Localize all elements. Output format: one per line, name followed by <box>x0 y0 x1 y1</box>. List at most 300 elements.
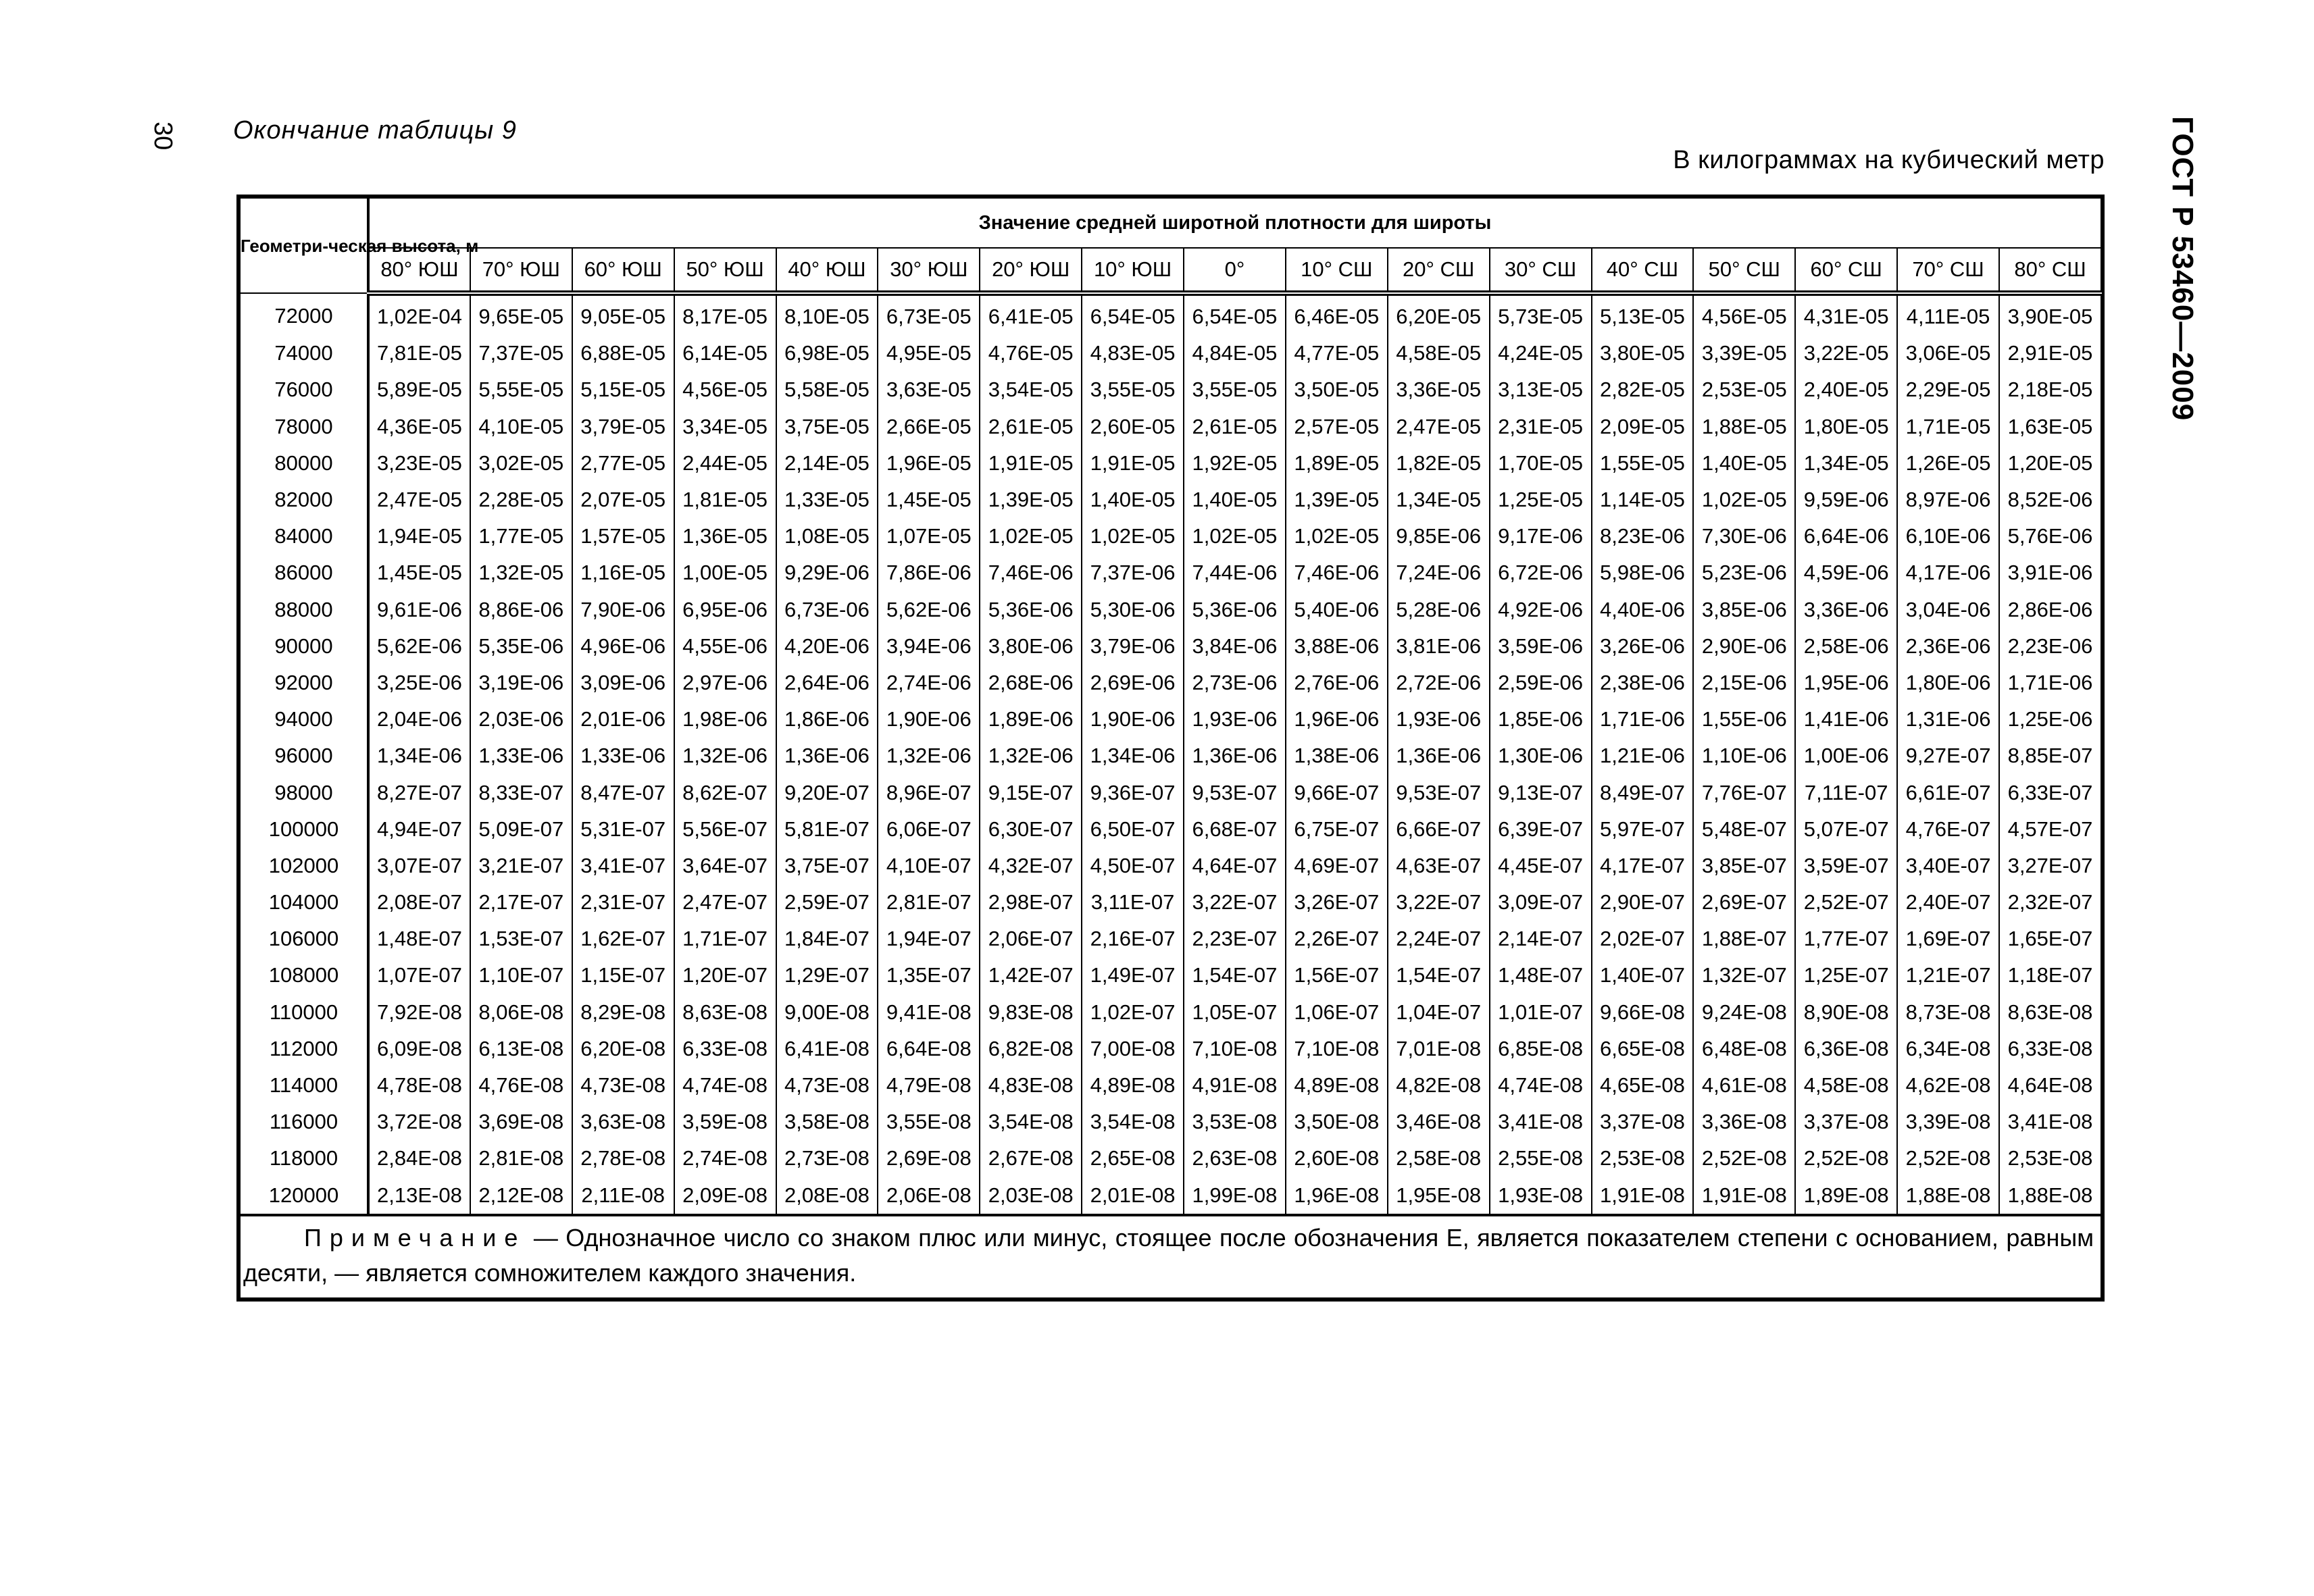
density-cell: 2,31E-07 <box>572 884 674 921</box>
height-cell: 116000 <box>240 1104 368 1140</box>
standard-designation: ГОСТ Р 53460—2009 <box>2166 116 2199 421</box>
density-cell: 2,44E-05 <box>674 445 776 482</box>
density-cell: 6,36E-08 <box>1795 1031 1897 1067</box>
density-cell: 3,75E-07 <box>776 848 878 884</box>
density-cell: 3,22E-05 <box>1795 335 1897 371</box>
density-cell: 4,91E-08 <box>1184 1067 1286 1104</box>
density-cell: 5,31E-07 <box>572 811 674 848</box>
density-cell: 2,01E-06 <box>572 701 674 738</box>
density-cell: 3,55E-05 <box>1082 371 1184 408</box>
density-cell: 1,34E-05 <box>1795 445 1897 482</box>
density-cell: 1,18E-07 <box>1999 957 2101 994</box>
density-cell: 5,81E-07 <box>776 811 878 848</box>
density-cell: 3,55E-05 <box>1184 371 1286 408</box>
density-cell: 1,48E-07 <box>368 921 470 957</box>
height-cell: 90000 <box>240 628 368 665</box>
density-cell: 6,09E-08 <box>368 1031 470 1067</box>
table-row <box>240 1031 2101 1067</box>
density-cell: 1,36E-06 <box>1184 738 1286 774</box>
density-cell: 3,46E-08 <box>1388 1104 1490 1140</box>
density-cell: 1,84E-07 <box>776 921 878 957</box>
density-cell: 2,06E-08 <box>878 1177 980 1215</box>
density-cell: 1,96E-05 <box>878 445 980 482</box>
density-cell: 1,94E-07 <box>878 921 980 957</box>
density-cell: 4,74E-08 <box>674 1067 776 1104</box>
density-cell: 4,64E-07 <box>1184 848 1286 884</box>
density-cell: 5,30E-06 <box>1082 592 1184 628</box>
density-cell: 1,33E-06 <box>470 738 572 774</box>
density-cell: 2,03E-08 <box>980 1177 1082 1215</box>
density-cell: 3,79E-05 <box>572 409 674 445</box>
density-cell: 1,40E-05 <box>1082 482 1184 518</box>
density-cell: 7,37E-06 <box>1082 555 1184 591</box>
density-cell: 5,35E-06 <box>470 628 572 665</box>
density-cell: 1,26E-05 <box>1897 445 1999 482</box>
density-cell: 3,94E-06 <box>878 628 980 665</box>
density-cell: 2,06E-07 <box>980 921 1082 957</box>
density-cell: 1,08E-05 <box>776 518 878 555</box>
latitude-header: 70° СШ <box>1897 248 1999 293</box>
density-cell: 1,95E-06 <box>1795 665 1897 701</box>
density-cell: 1,89E-08 <box>1795 1177 1897 1215</box>
density-cell: 1,70E-05 <box>1490 445 1592 482</box>
density-cell: 1,88E-08 <box>1999 1177 2101 1215</box>
height-cell: 110000 <box>240 994 368 1031</box>
density-cell: 1,40E-07 <box>1592 957 1694 994</box>
density-cell: 4,84E-05 <box>1184 335 1286 371</box>
density-cell: 4,65E-08 <box>1592 1067 1694 1104</box>
height-column-header: Геометри-ческая высота, м <box>240 198 368 293</box>
table-row <box>240 335 2101 371</box>
density-cell: 3,88E-06 <box>1286 628 1388 665</box>
page-number: 30 <box>149 122 177 151</box>
density-cell: 4,73E-08 <box>572 1067 674 1104</box>
density-cell: 1,34E-06 <box>368 738 470 774</box>
density-cell: 8,97E-06 <box>1897 482 1999 518</box>
density-cell: 3,13E-05 <box>1490 371 1592 408</box>
density-cell: 1,16E-05 <box>572 555 674 591</box>
density-cell: 9,05E-05 <box>572 293 674 335</box>
density-cell: 1,69E-07 <box>1897 921 1999 957</box>
density-cell: 2,91E-05 <box>1999 335 2101 371</box>
density-cell: 1,62E-07 <box>572 921 674 957</box>
density-cell: 2,15E-06 <box>1693 665 1795 701</box>
height-cell: 74000 <box>240 335 368 371</box>
latitude-header: 80° СШ <box>1999 248 2101 293</box>
density-cell: 9,65E-05 <box>470 293 572 335</box>
density-cell: 6,46E-05 <box>1286 293 1388 335</box>
table-row <box>240 774 2101 810</box>
density-cell: 6,68E-07 <box>1184 811 1286 848</box>
density-cell: 1,10E-06 <box>1693 738 1795 774</box>
height-cell: 84000 <box>240 518 368 555</box>
density-cell: 5,23E-06 <box>1693 555 1795 591</box>
density-cell: 2,69E-07 <box>1693 884 1795 921</box>
density-cell: 1,63E-05 <box>1999 409 2101 445</box>
density-cell: 4,89E-08 <box>1286 1067 1388 1104</box>
density-cell: 4,94E-07 <box>368 811 470 848</box>
density-cell: 1,32E-06 <box>878 738 980 774</box>
density-cell: 4,10E-05 <box>470 409 572 445</box>
density-cell: 4,31E-05 <box>1795 293 1897 335</box>
density-cell: 8,27E-07 <box>368 774 470 810</box>
density-cell: 5,07E-07 <box>1795 811 1897 848</box>
density-cell: 3,07E-07 <box>368 848 470 884</box>
density-cell: 2,74E-08 <box>674 1140 776 1177</box>
density-cell: 2,65E-08 <box>1082 1140 1184 1177</box>
density-cell: 8,85E-07 <box>1999 738 2101 774</box>
density-cell: 2,01E-08 <box>1082 1177 1184 1215</box>
density-cell: 3,50E-05 <box>1286 371 1388 408</box>
density-cell: 9,24E-08 <box>1693 994 1795 1031</box>
density-cell: 3,40E-07 <box>1897 848 1999 884</box>
height-cell: 72000 <box>240 293 368 335</box>
density-cell: 4,55E-06 <box>674 628 776 665</box>
density-cell: 1,93E-08 <box>1490 1177 1592 1215</box>
density-cell: 2,09E-05 <box>1592 409 1694 445</box>
table-row <box>240 994 2101 1031</box>
density-cell: 2,73E-06 <box>1184 665 1286 701</box>
latitude-header-row <box>240 248 2101 293</box>
density-cell: 1,95E-08 <box>1388 1177 1490 1215</box>
density-cell: 4,10E-07 <box>878 848 980 884</box>
density-cell: 2,14E-05 <box>776 445 878 482</box>
density-cell: 9,41E-08 <box>878 994 980 1031</box>
density-cell: 3,84E-06 <box>1184 628 1286 665</box>
density-cell: 2,63E-08 <box>1184 1140 1286 1177</box>
density-cell: 4,17E-07 <box>1592 848 1694 884</box>
density-cell: 1,06E-07 <box>1286 994 1388 1031</box>
density-cell: 4,57E-07 <box>1999 811 2101 848</box>
density-cell: 7,30E-06 <box>1693 518 1795 555</box>
density-cell: 1,02E-05 <box>1082 518 1184 555</box>
density-cell: 3,09E-07 <box>1490 884 1592 921</box>
density-cell: 1,36E-06 <box>1388 738 1490 774</box>
density-cell: 1,01E-07 <box>1490 994 1592 1031</box>
density-cell: 2,23E-07 <box>1184 921 1286 957</box>
table-row <box>240 371 2101 408</box>
density-cell: 5,98E-06 <box>1592 555 1694 591</box>
density-cell: 2,17E-07 <box>470 884 572 921</box>
table-row <box>240 293 2101 335</box>
density-cell: 4,61E-08 <box>1693 1067 1795 1104</box>
density-cell: 2,59E-06 <box>1490 665 1592 701</box>
height-cell: 100000 <box>240 811 368 848</box>
density-cell: 1,91E-08 <box>1592 1177 1694 1215</box>
density-cell: 3,59E-06 <box>1490 628 1592 665</box>
density-cell: 1,30E-06 <box>1490 738 1592 774</box>
density-cell: 1,40E-05 <box>1693 445 1795 482</box>
density-cell: 3,25E-06 <box>368 665 470 701</box>
density-cell: 2,18E-05 <box>1999 371 2101 408</box>
density-cell: 2,98E-07 <box>980 884 1082 921</box>
density-cell: 2,28E-05 <box>470 482 572 518</box>
density-cell: 7,92E-08 <box>368 994 470 1031</box>
table-row <box>240 518 2101 555</box>
density-cell: 9,53E-07 <box>1184 774 1286 810</box>
density-cell: 5,62E-06 <box>878 592 980 628</box>
density-cell: 2,36E-06 <box>1897 628 1999 665</box>
density-cell: 8,47E-07 <box>572 774 674 810</box>
density-cell: 2,74E-06 <box>878 665 980 701</box>
height-cell: 76000 <box>240 371 368 408</box>
density-cell: 7,86E-06 <box>878 555 980 591</box>
density-cell: 4,36E-05 <box>368 409 470 445</box>
density-cell: 5,13E-05 <box>1592 293 1694 335</box>
table-row <box>240 701 2101 738</box>
density-cell: 2,47E-05 <box>368 482 470 518</box>
density-cell: 6,10E-06 <box>1897 518 1999 555</box>
density-cell: 1,42E-07 <box>980 957 1082 994</box>
density-cell: 6,65E-08 <box>1592 1031 1694 1067</box>
density-cell: 3,91E-06 <box>1999 555 2101 591</box>
density-cell: 8,63E-08 <box>674 994 776 1031</box>
density-cell: 1,54E-07 <box>1184 957 1286 994</box>
density-cell: 1,88E-07 <box>1693 921 1795 957</box>
height-cell: 102000 <box>240 848 368 884</box>
latitude-header: 0° <box>1184 248 1286 293</box>
density-cell: 3,69E-08 <box>470 1104 572 1140</box>
density-cell: 5,76E-06 <box>1999 518 2101 555</box>
density-cell: 8,86E-06 <box>470 592 572 628</box>
density-cell: 6,75E-07 <box>1286 811 1388 848</box>
density-cell: 3,27E-07 <box>1999 848 2101 884</box>
density-cell: 2,02E-07 <box>1592 921 1694 957</box>
density-cell: 7,81E-05 <box>368 335 470 371</box>
density-cell: 4,62E-08 <box>1897 1067 1999 1104</box>
density-cell: 1,39E-05 <box>1286 482 1388 518</box>
table-row <box>240 957 2101 994</box>
density-cell: 1,96E-08 <box>1286 1177 1388 1215</box>
density-cell: 1,45E-05 <box>368 555 470 591</box>
density-cell: 4,76E-05 <box>980 335 1082 371</box>
density-cell: 6,54E-05 <box>1082 293 1184 335</box>
density-cell: 5,73E-05 <box>1490 293 1592 335</box>
density-cell: 1,55E-05 <box>1592 445 1694 482</box>
density-cell: 1,86E-06 <box>776 701 878 738</box>
density-cell: 4,83E-05 <box>1082 335 1184 371</box>
density-cell: 4,32E-07 <box>980 848 1082 884</box>
density-cell: 1,88E-08 <box>1897 1177 1999 1215</box>
density-cell: 1,00E-05 <box>674 555 776 591</box>
density-cell: 4,20E-06 <box>776 628 878 665</box>
density-cell: 3,75E-05 <box>776 409 878 445</box>
density-cell: 3,41E-07 <box>572 848 674 884</box>
density-cell: 9,13E-07 <box>1490 774 1592 810</box>
height-cell: 108000 <box>240 957 368 994</box>
table-row <box>240 628 2101 665</box>
density-cell: 6,13E-08 <box>470 1031 572 1067</box>
density-cell: 1,20E-05 <box>1999 445 2101 482</box>
density-cell: 4,69E-07 <box>1286 848 1388 884</box>
density-cell: 2,73E-08 <box>776 1140 878 1177</box>
density-cell: 2,47E-05 <box>1388 409 1490 445</box>
density-cell: 5,56E-07 <box>674 811 776 848</box>
density-cell: 4,40E-06 <box>1592 592 1694 628</box>
density-cell: 2,60E-08 <box>1286 1140 1388 1177</box>
density-cell: 3,85E-07 <box>1693 848 1795 884</box>
latitude-header: 20° СШ <box>1388 248 1490 293</box>
density-cell: 1,92E-05 <box>1184 445 1286 482</box>
density-cell: 1,99E-08 <box>1184 1177 1286 1215</box>
table-row <box>240 1177 2101 1215</box>
latitude-header: 50° ЮШ <box>674 248 776 293</box>
density-cell: 9,83E-08 <box>980 994 1082 1031</box>
density-cell: 3,39E-08 <box>1897 1104 1999 1140</box>
density-cell: 7,10E-08 <box>1184 1031 1286 1067</box>
density-cell: 2,07E-05 <box>572 482 674 518</box>
density-cell: 2,76E-06 <box>1286 665 1388 701</box>
density-cell: 1,10E-07 <box>470 957 572 994</box>
density-cell: 3,36E-08 <box>1693 1104 1795 1140</box>
units-label: В килограммах на кубический метр <box>1673 146 2105 174</box>
density-cell: 5,36E-06 <box>1184 592 1286 628</box>
latitude-header: 70° ЮШ <box>470 248 572 293</box>
density-cell: 1,77E-05 <box>470 518 572 555</box>
density-cell: 2,55E-08 <box>1490 1140 1592 1177</box>
density-cell: 6,41E-05 <box>980 293 1082 335</box>
density-cell: 2,97E-06 <box>674 665 776 701</box>
density-cell: 1,41E-06 <box>1795 701 1897 738</box>
density-cell: 1,91E-05 <box>980 445 1082 482</box>
density-cell: 3,36E-05 <box>1388 371 1490 408</box>
table-row <box>240 884 2101 921</box>
density-cell: 4,79E-08 <box>878 1067 980 1104</box>
density-cell: 8,33E-07 <box>470 774 572 810</box>
density-cell: 2,40E-05 <box>1795 371 1897 408</box>
latitude-header: 60° СШ <box>1795 248 1897 293</box>
height-cell: 88000 <box>240 592 368 628</box>
density-cell: 9,66E-08 <box>1592 994 1694 1031</box>
density-cell: 9,17E-06 <box>1490 518 1592 555</box>
density-cell: 6,98E-05 <box>776 335 878 371</box>
density-cell: 2,60E-05 <box>1082 409 1184 445</box>
density-cell: 6,95E-06 <box>674 592 776 628</box>
density-cell: 4,24E-05 <box>1490 335 1592 371</box>
density-cell: 6,14E-05 <box>674 335 776 371</box>
density-cell: 3,21E-07 <box>470 848 572 884</box>
density-cell: 1,90E-06 <box>1082 701 1184 738</box>
density-cell: 8,62E-07 <box>674 774 776 810</box>
density-cell: 1,56E-07 <box>1286 957 1388 994</box>
density-cell: 2,24E-07 <box>1388 921 1490 957</box>
density-cell: 2,69E-06 <box>1082 665 1184 701</box>
density-cell: 1,98E-06 <box>674 701 776 738</box>
density-cell: 1,15E-07 <box>572 957 674 994</box>
density-cell: 3,39E-05 <box>1693 335 1795 371</box>
density-cell: 3,22E-07 <box>1388 884 1490 921</box>
latitude-header: 80° ЮШ <box>368 248 470 293</box>
density-cell: 2,78E-08 <box>572 1140 674 1177</box>
density-cell: 1,34E-06 <box>1082 738 1184 774</box>
density-cell: 3,54E-08 <box>1082 1104 1184 1140</box>
density-cell: 2,90E-07 <box>1592 884 1694 921</box>
density-cell: 5,97E-07 <box>1592 811 1694 848</box>
density-cell: 1,32E-06 <box>980 738 1082 774</box>
latitude-header: 60° ЮШ <box>572 248 674 293</box>
density-cell: 7,46E-06 <box>980 555 1082 591</box>
density-cell: 6,39E-07 <box>1490 811 1592 848</box>
density-cell: 1,93E-06 <box>1388 701 1490 738</box>
density-cell: 6,33E-08 <box>674 1031 776 1067</box>
density-cell: 6,33E-08 <box>1999 1031 2101 1067</box>
density-cell: 6,66E-07 <box>1388 811 1490 848</box>
density-cell: 1,54E-07 <box>1388 957 1490 994</box>
density-cell: 1,40E-05 <box>1184 482 1286 518</box>
density-table <box>236 195 2105 1302</box>
density-cell: 3,26E-06 <box>1592 628 1694 665</box>
density-cell: 3,26E-07 <box>1286 884 1388 921</box>
density-cell: 2,13E-08 <box>368 1177 470 1215</box>
density-cell: 5,62E-06 <box>368 628 470 665</box>
density-cell: 7,46E-06 <box>1286 555 1388 591</box>
table-row <box>240 445 2101 482</box>
density-cell: 6,88E-05 <box>572 335 674 371</box>
density-cell: 7,90E-06 <box>572 592 674 628</box>
density-cell: 1,02E-07 <box>1082 994 1184 1031</box>
density-cell: 4,56E-05 <box>1693 293 1795 335</box>
height-cell: 94000 <box>240 701 368 738</box>
density-cell: 6,73E-05 <box>878 293 980 335</box>
height-cell: 82000 <box>240 482 368 518</box>
density-cell: 3,50E-08 <box>1286 1104 1388 1140</box>
density-cell: 4,74E-08 <box>1490 1067 1592 1104</box>
density-cell: 1,31E-06 <box>1897 701 1999 738</box>
density-cell: 1,02E-05 <box>980 518 1082 555</box>
density-cell: 9,36E-07 <box>1082 774 1184 810</box>
density-cell: 1,89E-05 <box>1286 445 1388 482</box>
density-cell: 3,72E-08 <box>368 1104 470 1140</box>
density-cell: 9,20E-07 <box>776 774 878 810</box>
table-row <box>240 409 2101 445</box>
density-cell: 3,36E-06 <box>1795 592 1897 628</box>
density-cell: 2,86E-06 <box>1999 592 2101 628</box>
density-cell: 6,54E-05 <box>1184 293 1286 335</box>
density-cell: 1,25E-06 <box>1999 701 2101 738</box>
density-cell: 4,58E-08 <box>1795 1067 1897 1104</box>
density-cell: 1,77E-07 <box>1795 921 1897 957</box>
density-cell: 8,49E-07 <box>1592 774 1694 810</box>
density-cell: 6,20E-08 <box>572 1031 674 1067</box>
density-cell: 3,90E-05 <box>1999 293 2101 335</box>
density-cell: 1,89E-06 <box>980 701 1082 738</box>
height-cell: 120000 <box>240 1177 368 1215</box>
density-cell: 1,71E-06 <box>1592 701 1694 738</box>
density-cell: 1,36E-06 <box>776 738 878 774</box>
latitude-header: 30° СШ <box>1490 248 1592 293</box>
latitude-header: 40° СШ <box>1592 248 1694 293</box>
density-cell: 3,06E-05 <box>1897 335 1999 371</box>
density-cell: 7,11E-07 <box>1795 774 1897 810</box>
density-cell: 1,32E-05 <box>470 555 572 591</box>
density-cell: 1,29E-07 <box>776 957 878 994</box>
density-cell: 9,15E-07 <box>980 774 1082 810</box>
density-cell: 4,83E-08 <box>980 1067 1082 1104</box>
density-cell: 7,00E-08 <box>1082 1031 1184 1067</box>
density-cell: 2,57E-05 <box>1286 409 1388 445</box>
density-cell: 2,64E-06 <box>776 665 878 701</box>
density-cell: 4,95E-05 <box>878 335 980 371</box>
height-cell: 112000 <box>240 1031 368 1067</box>
height-cell: 114000 <box>240 1067 368 1104</box>
density-cell: 4,59E-06 <box>1795 555 1897 591</box>
density-cell: 1,57E-05 <box>572 518 674 555</box>
density-cell: 2,04E-06 <box>368 701 470 738</box>
density-cell: 8,17E-05 <box>674 293 776 335</box>
density-cell: 3,37E-08 <box>1795 1104 1897 1140</box>
latitude-header: 50° СШ <box>1693 248 1795 293</box>
density-cell: 2,08E-08 <box>776 1177 878 1215</box>
